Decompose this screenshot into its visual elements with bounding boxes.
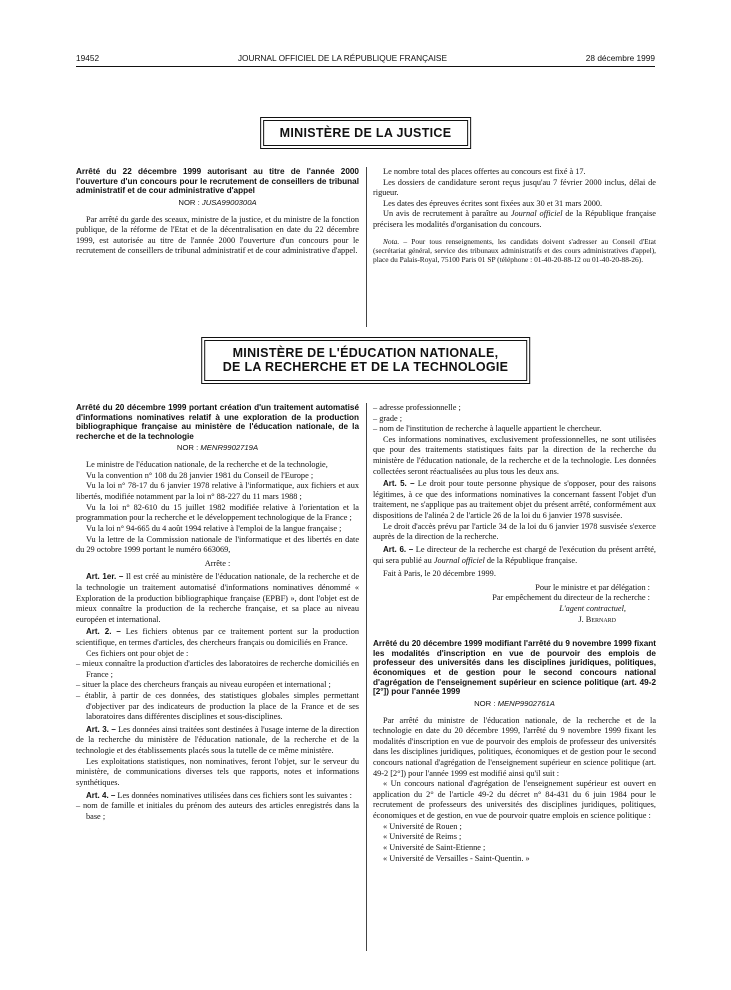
edu1-arrete: Arrête : bbox=[204, 558, 231, 568]
edu1-vu3: Vu la loi n° 82-610 du 15 juillet 1982 modifiée relative à l'orientation et la programmation pour la recherche et le développement technologique de la France ; bbox=[76, 502, 359, 523]
ministry-education-box bbox=[201, 337, 531, 384]
ministry-education-line1: MINISTÈRE DE L'ÉDUCATION NATIONALE, bbox=[232, 346, 499, 360]
list-item: « Université de Reims ; bbox=[383, 832, 462, 842]
edu1-article2-objet: Ces fichiers ont pour objet de : bbox=[86, 648, 189, 658]
list-item: – adresse professionnelle ; bbox=[373, 403, 461, 412]
column-divider-1 bbox=[366, 167, 367, 327]
edu1-article3-b: Les exploitations statistiques, non nominatives, feront l'objet, sur le serveur du ministère, de communications diverses tels que rapports, notes et informations synthétiques. bbox=[76, 756, 359, 787]
edu1-article1: Art. 1er. – Il est créé au ministère de l'éducation nationale, de la recherche et de la technologie un traitement automatisé d'informations nominatives dénommé « Exploration de la production bibliographique française (EPBF) », dont l'objet est de mieux connaître la production de la recherche française, et sa place au niveau européen et international. bbox=[76, 572, 360, 624]
justice-nor: NOR : JUSA9900300A bbox=[178, 197, 257, 207]
list-item: – grade ; bbox=[373, 413, 403, 423]
edu1-signature-line3: L'agent contractuel, bbox=[559, 603, 626, 613]
header-rule bbox=[76, 66, 655, 67]
ministry-justice-title: MINISTÈRE DE LA JUSTICE bbox=[263, 120, 469, 146]
list-item: – mieux connaître la production d'articles des laboratoires de recherche domiciliés en France ; bbox=[76, 659, 359, 679]
edu1-signature-name: J. Bernard bbox=[578, 614, 616, 624]
edu1-article2: Art. 2. – Les fichiers obtenus par ce traitement portent sur la production scientifique, en termes d'articles, des chercheurs français ou domiciliés en France. bbox=[76, 627, 360, 647]
edu1-article4: Art. 4. – Les données nominatives utilisées dans ces fichiers sont les suivantes : bbox=[86, 790, 352, 800]
justice-dates: Les dates des épreuves écrites sont fixées aux 30 et 31 mars 2000. bbox=[383, 198, 603, 208]
edu2-body: Par arrêté du ministre de l'éducation nationale, de la recherche et de la technologie en date du 20 décembre 1999, l'arrêté du 9 novembre 1999 fixant les modalités d'inscription en vue de pourvoir des emplois de professeur des universités dans les disciplines juridiques, politiques, économiques et de gestion pour le second concours national d'agrégation de l'enseignement supérieur en science politique (art. 49-2 [2°]) pour l'année 1999 est modifié ainsi qu'il suit : bbox=[373, 715, 656, 778]
edu1-article3: Art. 3. – Les données ainsi traitées sont destinées à l'usage interne de la direction de la recherche du ministère de l'éducation nationale, de la recherche et de la technologie et des établissements placés sous la tutelle de ce même ministère. bbox=[76, 724, 360, 756]
ministry-education-line2: DE LA RECHERCHE ET DE LA TECHNOLOGIE bbox=[222, 360, 509, 375]
justice-nota: Nota. – Pour tous renseignements, les candidats doivent s'adresser au Conseil d'Etat (secrétariat général, service des tribunaux administratifs et des cours administratives d'appel), place du Palais-Royal, 75100 Paris 01 SP (téléphone : 01-40-20-88-12 ou 01-40-20-88-26). bbox=[373, 236, 656, 265]
edu1-vu4: Vu la loi n° 94-665 du 4 août 1994 relative à l'emploi de la langue française ; bbox=[86, 523, 342, 533]
justice-dossiers: Les dossiers de candidature seront reçus jusqu'au 7 février 2000 inclus, délai de rigueur. bbox=[373, 177, 656, 198]
list-item: – établir, à partir de ces données, des statistiques globales simples permettant d'objectiver par des indicateurs de production la place de la France et de ses laboratoires dans différentes disciplines et sous-disciplines. bbox=[76, 691, 359, 722]
edu1-data-list-right bbox=[373, 403, 656, 435]
education-right-column bbox=[373, 403, 656, 864]
edu1-intro: Le ministre de l'éducation nationale, de la recherche et de la technologie, bbox=[86, 460, 328, 470]
justice-right-column bbox=[373, 167, 656, 264]
column-divider-2 bbox=[366, 403, 367, 951]
edu-decree2-nor: NOR : MENP9902761A bbox=[474, 698, 555, 708]
edu-decree1-nor: NOR : MENR9902719A bbox=[176, 443, 259, 453]
list-item: « Université de Rouen ; bbox=[383, 821, 462, 831]
edu1-fait: Fait à Paris, le 20 décembre 1999. bbox=[383, 569, 496, 579]
justice-avis: Un avis de recrutement à paraître au Journal officiel de la République française précisera les modalités d'organisation du concours. bbox=[373, 209, 656, 230]
ministry-justice-box bbox=[260, 117, 472, 149]
edu-decree1-title: Arrêté du 20 décembre 1999 portant création d'un traitement automatisé d'informations nominatives relatif à une exploration de la production bibliographique française au ministère de l'éducation nationale, de la recherche et de la technologie bbox=[76, 403, 359, 441]
list-item: « Université de Saint-Etienne ; bbox=[383, 842, 486, 852]
list-item: – situer la place des chercheurs français au niveau européen et international ; bbox=[76, 680, 331, 690]
education-left-column bbox=[76, 403, 359, 822]
edu1-article6: Art. 6. – Le directeur de la recherche est chargé de l'exécution du présent arrêté, qui sera publié au Journal officiel de la République française. bbox=[373, 544, 657, 565]
list-item: – nom de l'institution de recherche à laquelle appartient le chercheur. bbox=[373, 424, 602, 434]
justice-places: Le nombre total des places offertes au concours est fixé à 17. bbox=[383, 167, 586, 176]
edu1-vu5: Vu la lettre de la Commission nationale de l'informatique et des libertés en date du 29 octobre 1999 portant le numéro 663069, bbox=[76, 534, 359, 555]
edu1-vu2: Vu la loi n° 78-17 du 6 janvier 1978 relative à l'informatique, aux fichiers et aux libertés, modifiée notamment par la loi n° 88-227 du 11 mars 1988 ; bbox=[76, 481, 359, 502]
edu1-signature-line2: Par empêchement du directeur de la recherche : bbox=[492, 593, 650, 603]
edu2-quote: « Un concours national d'agrégation de l'enseignement supérieur est ouvert en application du 2° de l'article 49-2 du décret n° 84-431 du 6 juin 1984 pour le recrutement de professeurs des universités des disciplines juridiques, politiques, économiques et de gestion, en vue de pourvoir quatre emplois en science politique : bbox=[373, 779, 656, 821]
justice-body: Par arrêté du garde des sceaux, ministre de la justice, et du ministre de la fonction publique, de la réforme de l'Etat et de la décentralisation en date du 22 décembre 1999, est autorisée au titre de l'année 2000 l'ouverture d'un concours pour le recrutement de conseillers de tribunal administratif et de cour administrative d'appel. bbox=[76, 214, 359, 256]
justice-left-column bbox=[76, 167, 359, 257]
edu1-article4-b: Ces informations nominatives, exclusivement professionnelles, ne sont utilisées que pour des traitements statistiques faits par la direction de la recherche du ministère de l'éducation nationale, de la recherche et de la technologie. Les données collectées seront réactualisées au plus tous les deux ans. bbox=[373, 434, 656, 476]
edu1-data-list-left bbox=[76, 801, 359, 822]
page-number: 19452 bbox=[76, 53, 100, 63]
justice-decree-title: Arrêté du 22 décembre 1999 autorisant au titre de l'année 2000 l'ouverture d'un concours pour le recrutement de conseillers de tribunal administratif et de cour administrative d'appel bbox=[76, 167, 359, 196]
journal-title: JOURNAL OFFICIEL DE LA RÉPUBLIQUE FRANÇAISE bbox=[237, 53, 448, 63]
edu1-article5: Art. 5. – Le droit pour toute personne physique de s'opposer, pour des raisons légitimes, à ce que des informations nominatives la concernant fassent l'objet d'un traitement, ne s'applique pas au traitement objet du présent arrêté, conformément aux dispositions de l'alinéa 2 de l'article 26 de la loi du 6 janvier 1978 susvisée. bbox=[373, 479, 657, 521]
edu1-vu1: Vu la convention n° 108 du 28 janvier 1981 du Conseil de l'Europe ; bbox=[86, 470, 314, 480]
edu1-article5-b: Le droit d'accès prévu par l'article 34 de la loi du 6 janvier 1978 susvisée s'exerce auprès de la direction de la recherche. bbox=[373, 521, 656, 542]
issue-date: 28 décembre 1999 bbox=[585, 53, 655, 63]
edu1-signature-line1: Pour le ministre et par délégation : bbox=[535, 582, 650, 592]
list-item: « Université de Versailles - Saint-Quentin. » bbox=[383, 853, 530, 863]
edu-decree2-title: Arrêté du 20 décembre 1999 modifiant l'arrêté du 9 novembre 1999 fixant les modalités d'inscription en vue de pourvoir des emplois de professeur des universités dans les disciplines juridiques, politiques, économiques et de gestion pour le second concours national d'agrégation de l'enseignement supérieur en science politique (art. 49-2 [2°]) pour l'année 1999 bbox=[373, 639, 656, 697]
running-header bbox=[76, 53, 655, 63]
list-item: – nom de famille et initiales du prénom des auteurs des articles enregistrés dans la base ; bbox=[76, 801, 359, 821]
edu1-objet-list bbox=[76, 659, 359, 723]
edu2-university-list bbox=[373, 822, 656, 864]
